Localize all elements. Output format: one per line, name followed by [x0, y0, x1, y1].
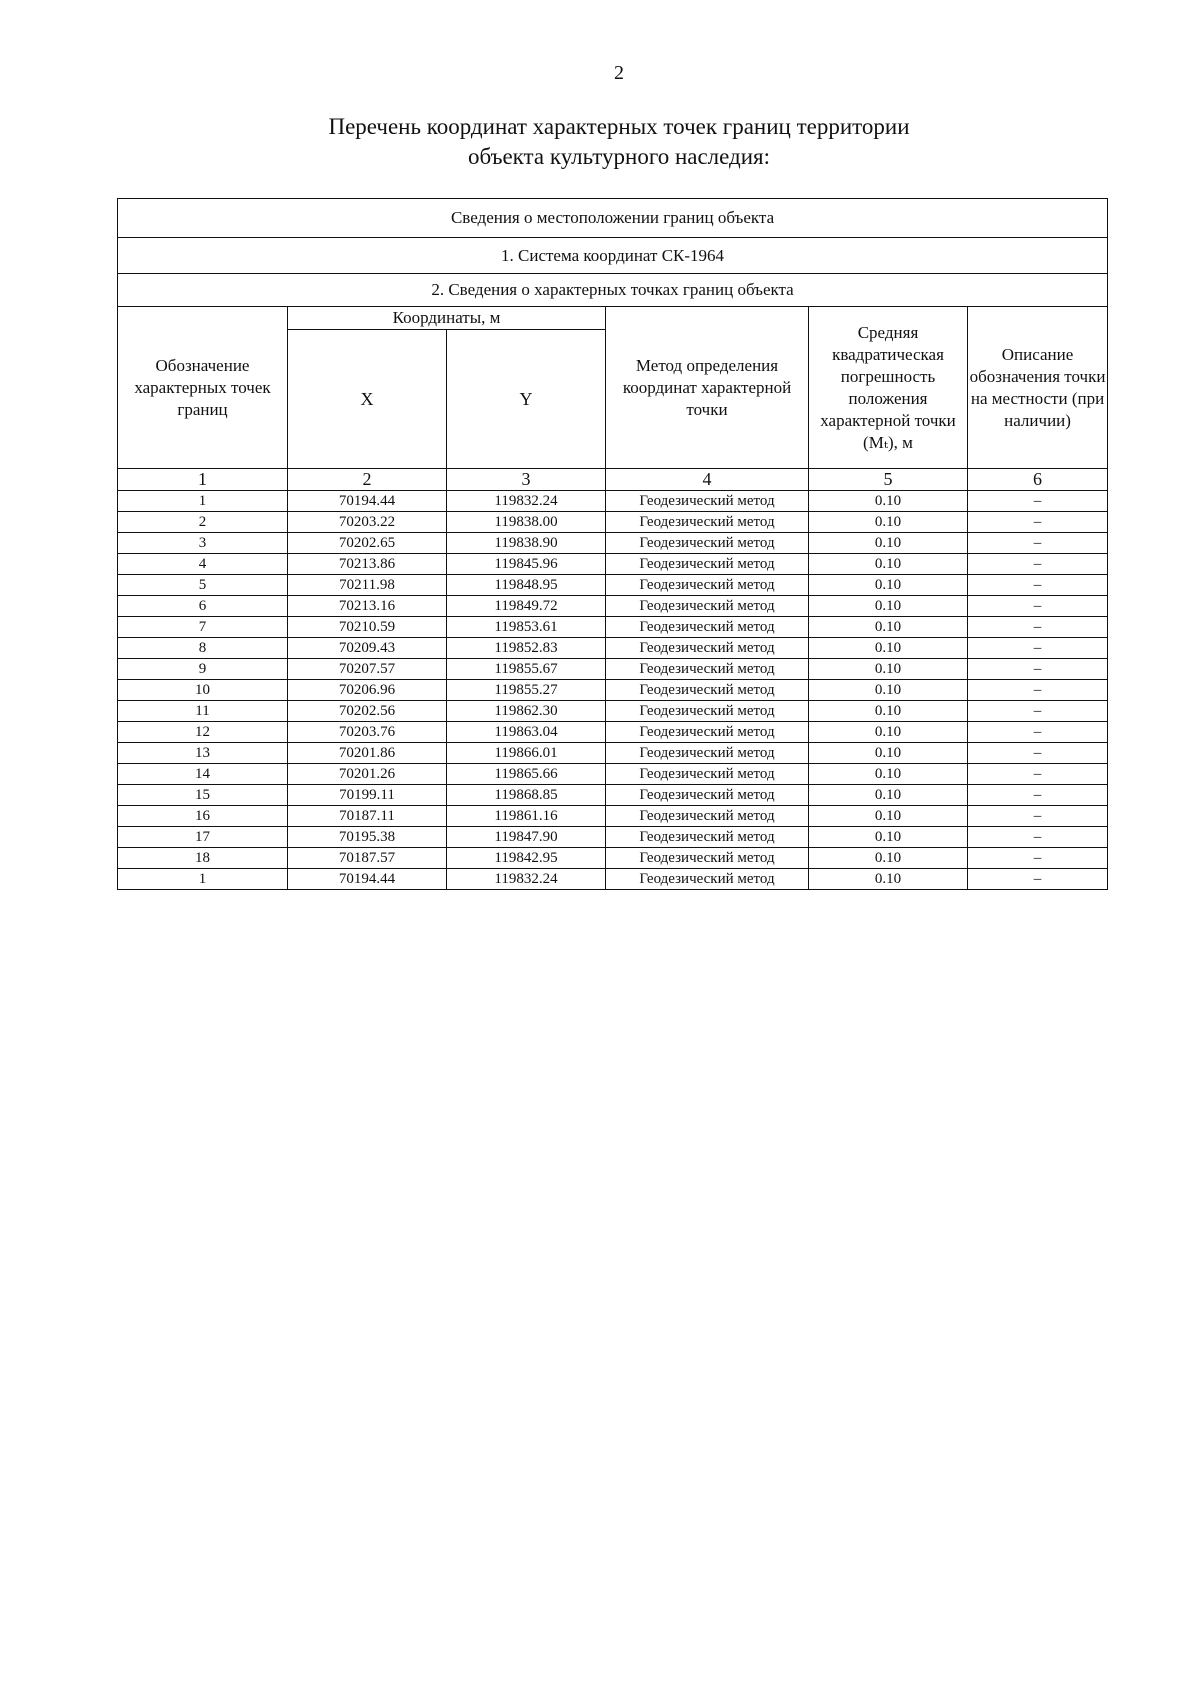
header-description: Описание обозначения точки на местности (при наличии): [968, 307, 1108, 469]
table-row: [118, 764, 1108, 785]
cell-description: –: [968, 554, 1108, 575]
cell-y: 119847.90: [447, 827, 606, 848]
cell-y: 119855.67: [447, 659, 606, 680]
table-row: [118, 680, 1108, 701]
cell-method: Геодезический метод: [606, 680, 809, 701]
column-number: 6: [968, 469, 1108, 491]
column-number: 1: [118, 469, 288, 491]
cell-x: 70202.65: [288, 533, 447, 554]
cell-description: –: [968, 617, 1108, 638]
cell-description: –: [968, 869, 1108, 890]
table-row: [118, 554, 1108, 575]
table-row: [118, 491, 1108, 512]
cell-method: Геодезический метод: [606, 848, 809, 869]
header-y: Y: [447, 330, 606, 469]
cell-description: –: [968, 638, 1108, 659]
cell-method: Геодезический метод: [606, 575, 809, 596]
cell-y: 119863.04: [447, 722, 606, 743]
coordinates-table: [117, 198, 1108, 890]
cell-description: –: [968, 764, 1108, 785]
cell-point: 8: [118, 638, 288, 659]
cell-method: Геодезический метод: [606, 512, 809, 533]
document-title-line-1: Перечень координат характерных точек границ территории: [328, 114, 910, 139]
table-row: [118, 701, 1108, 722]
cell-description: –: [968, 512, 1108, 533]
cell-y: 119868.85: [447, 785, 606, 806]
cell-description: –: [968, 533, 1108, 554]
cell-point: 10: [118, 680, 288, 701]
column-number: 3: [447, 469, 606, 491]
table-row: [118, 806, 1108, 827]
cell-y: 119853.61: [447, 617, 606, 638]
cell-y: 119842.95: [447, 848, 606, 869]
cell-method: Геодезический метод: [606, 701, 809, 722]
cell-x: 70210.59: [288, 617, 447, 638]
cell-point: 1: [118, 491, 288, 512]
cell-x: 70211.98: [288, 575, 447, 596]
cell-point: 18: [118, 848, 288, 869]
cell-description: –: [968, 701, 1108, 722]
cell-error: 0.10: [809, 806, 968, 827]
cell-y: 119849.72: [447, 596, 606, 617]
cell-x: 70194.44: [288, 491, 447, 512]
cell-method: Геодезический метод: [606, 785, 809, 806]
cell-error: 0.10: [809, 743, 968, 764]
cell-error: 0.10: [809, 785, 968, 806]
header-x: X: [288, 330, 447, 469]
table-row: [118, 533, 1108, 554]
cell-x: 70203.76: [288, 722, 447, 743]
cell-point: 7: [118, 617, 288, 638]
table-row: [118, 827, 1108, 848]
header-point-designation: Обозначение характерных точек границ: [118, 307, 288, 469]
cell-x: 70207.57: [288, 659, 447, 680]
cell-point: 5: [118, 575, 288, 596]
cell-y: 119866.01: [447, 743, 606, 764]
column-number: 4: [606, 469, 809, 491]
cell-error: 0.10: [809, 533, 968, 554]
table-row: [118, 659, 1108, 680]
table-row: [118, 743, 1108, 764]
cell-method: Геодезический метод: [606, 659, 809, 680]
cell-description: –: [968, 806, 1108, 827]
cell-method: Геодезический метод: [606, 869, 809, 890]
cell-y: 119855.27: [447, 680, 606, 701]
table-row: [118, 869, 1108, 890]
cell-error: 0.10: [809, 701, 968, 722]
cell-point: 11: [118, 701, 288, 722]
cell-description: –: [968, 575, 1108, 596]
cell-y: 119852.83: [447, 638, 606, 659]
cell-y: 119848.95: [447, 575, 606, 596]
cell-x: 70203.22: [288, 512, 447, 533]
cell-x: 70213.86: [288, 554, 447, 575]
cell-description: –: [968, 848, 1108, 869]
cell-point: 14: [118, 764, 288, 785]
cell-x: 70187.11: [288, 806, 447, 827]
cell-x: 70195.38: [288, 827, 447, 848]
cell-method: Геодезический метод: [606, 554, 809, 575]
cell-x: 70213.16: [288, 596, 447, 617]
cell-y: 119832.24: [447, 491, 606, 512]
cell-description: –: [968, 491, 1108, 512]
table-body: [118, 491, 1108, 890]
cell-x: 70194.44: [288, 869, 447, 890]
cell-description: –: [968, 827, 1108, 848]
cell-error: 0.10: [809, 617, 968, 638]
cell-y: 119838.00: [447, 512, 606, 533]
cell-point: 15: [118, 785, 288, 806]
header-coordinates: Координаты, м: [288, 307, 606, 330]
cell-method: Геодезический метод: [606, 617, 809, 638]
section-header: Сведения о местоположении границ объекта: [118, 199, 1108, 238]
cell-point: 17: [118, 827, 288, 848]
cell-method: Геодезический метод: [606, 806, 809, 827]
cell-method: Геодезический метод: [606, 722, 809, 743]
cell-x: 70187.57: [288, 848, 447, 869]
cell-point: 12: [118, 722, 288, 743]
page-number: 2: [614, 62, 624, 84]
cell-error: 0.10: [809, 827, 968, 848]
cell-point: 2: [118, 512, 288, 533]
cell-point: 9: [118, 659, 288, 680]
cell-method: Геодезический метод: [606, 596, 809, 617]
cell-x: 70199.11: [288, 785, 447, 806]
table-row: [118, 638, 1108, 659]
cell-description: –: [968, 743, 1108, 764]
cell-method: Геодезический метод: [606, 764, 809, 785]
cell-method: Геодезический метод: [606, 533, 809, 554]
cell-error: 0.10: [809, 596, 968, 617]
cell-point: 6: [118, 596, 288, 617]
cell-error: 0.10: [809, 869, 968, 890]
cell-error: 0.10: [809, 575, 968, 596]
table-row: [118, 596, 1108, 617]
cell-point: 1: [118, 869, 288, 890]
subsection-header: 2. Сведения о характерных точках границ объекта: [118, 274, 1108, 307]
coordinate-system: 1. Система координат СК-1964: [118, 238, 1108, 274]
table-row: [118, 722, 1108, 743]
cell-description: –: [968, 722, 1108, 743]
table-row: [118, 848, 1108, 869]
cell-point: 13: [118, 743, 288, 764]
cell-method: Геодезический метод: [606, 827, 809, 848]
table-row: [118, 617, 1108, 638]
cell-error: 0.10: [809, 848, 968, 869]
table-row: [118, 575, 1108, 596]
cell-description: –: [968, 785, 1108, 806]
cell-x: 70206.96: [288, 680, 447, 701]
cell-x: 70209.43: [288, 638, 447, 659]
cell-point: 16: [118, 806, 288, 827]
cell-method: Геодезический метод: [606, 491, 809, 512]
cell-y: 119865.66: [447, 764, 606, 785]
document-title: [0, 112, 1200, 172]
cell-y: 119862.30: [447, 701, 606, 722]
cell-error: 0.10: [809, 638, 968, 659]
cell-y: 119861.16: [447, 806, 606, 827]
cell-point: 4: [118, 554, 288, 575]
cell-error: 0.10: [809, 764, 968, 785]
cell-error: 0.10: [809, 512, 968, 533]
column-number: 5: [809, 469, 968, 491]
cell-method: Геодезический метод: [606, 743, 809, 764]
cell-error: 0.10: [809, 554, 968, 575]
cell-y: 119832.24: [447, 869, 606, 890]
document-title-line-2: объекта культурного наследия:: [467, 144, 771, 169]
cell-x: 70201.26: [288, 764, 447, 785]
table-row: [118, 785, 1108, 806]
header-error: Средняя квадратическая погрешность положения характерной точки (Mₜ), м: [809, 307, 968, 469]
cell-error: 0.10: [809, 722, 968, 743]
cell-method: Геодезический метод: [606, 638, 809, 659]
cell-error: 0.10: [809, 680, 968, 701]
cell-description: –: [968, 596, 1108, 617]
cell-error: 0.10: [809, 659, 968, 680]
cell-point: 3: [118, 533, 288, 554]
column-number: 2: [288, 469, 447, 491]
cell-y: 119838.90: [447, 533, 606, 554]
cell-description: –: [968, 659, 1108, 680]
header-method: Метод определения координат характерной точки: [606, 307, 809, 469]
table-row: [118, 512, 1108, 533]
cell-error: 0.10: [809, 491, 968, 512]
cell-x: 70202.56: [288, 701, 447, 722]
cell-x: 70201.86: [288, 743, 447, 764]
cell-description: –: [968, 680, 1108, 701]
cell-y: 119845.96: [447, 554, 606, 575]
